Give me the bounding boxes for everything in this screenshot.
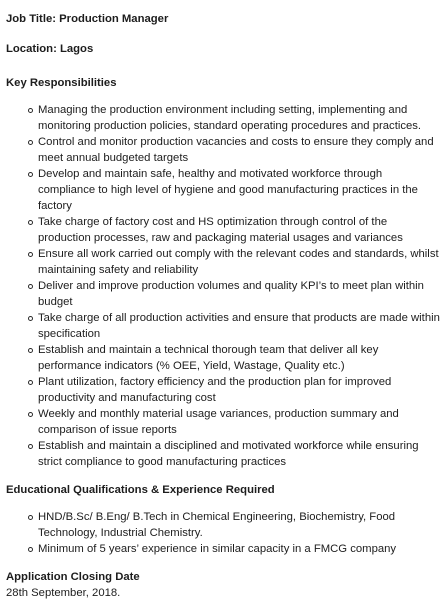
closing-date: 28th September, 2018. (6, 587, 121, 599)
list-item-text: Weekly and monthly material usage variances, production summary and (38, 408, 399, 420)
list-item-text: Technology, Industrial Chemistry. (38, 527, 203, 539)
qualifications-list (6, 509, 440, 557)
list-item-text: Establish and maintain a disciplined and motivated workforce while ensuring (38, 440, 419, 452)
list-item-text: compliance to high level of hygiene and good manufacturing practices in the (38, 184, 418, 196)
bullet-icon (28, 284, 33, 289)
location: Location: Lagos (6, 43, 94, 55)
list-item-text: productivity and manufacturing cost (38, 392, 216, 404)
list-item (6, 509, 440, 541)
list-item-text: budget (38, 296, 73, 308)
list-item-text: specification (38, 328, 101, 340)
list-item-text: meet annual budgeted targets (38, 152, 189, 164)
list-item-text: Take charge of all production activities and ensure that products are made within (38, 312, 440, 324)
bullet-icon (28, 444, 33, 449)
responsibilities-list (6, 102, 440, 470)
bullet-icon (28, 172, 33, 177)
list-item-text: comparison of issue reports (38, 424, 177, 436)
bullet-icon (28, 412, 33, 417)
bullet-icon (28, 220, 33, 225)
list-item-text: strict compliance to good manufacturing practices (38, 456, 287, 468)
list-item (6, 102, 440, 134)
bullet-icon (28, 316, 33, 321)
list-item-text: Managing the production environment including setting, implementing and (38, 104, 408, 116)
list-item-text: Deliver and improve production volumes and quality KPI’s to meet plan within (38, 280, 424, 292)
list-item-text: Ensure all work carried out comply with the relevant codes and standards, whilst (38, 248, 439, 260)
bullet-icon (28, 380, 33, 385)
list-item-text: monitoring production policies, standard operating procedures and practices. (38, 120, 422, 132)
list-item (6, 374, 440, 406)
list-item-text: factory (38, 200, 72, 212)
bullet-icon (28, 108, 33, 113)
list-item-text: maintaining safety and reliability (38, 264, 199, 276)
list-item-text: Minimum of 5 years’ experience in similar capacity in a FMCG company (38, 543, 397, 555)
bullet-icon (28, 140, 33, 145)
list-item (6, 278, 440, 310)
job-title: Job Title: Production Manager (6, 13, 169, 25)
list-item (6, 438, 440, 470)
list-item-text: production processes, raw and packaging material usages and variances (38, 232, 403, 244)
list-item-text: Plant utilization, factory efficiency and the production plan for improved (38, 376, 392, 388)
list-item (6, 310, 440, 342)
list-item-text: Control and monitor production vacancies and costs to ensure they comply and (38, 136, 434, 148)
list-item-text: HND/B.Sc/ B.Eng/ B.Tech in Chemical Engineering, Biochemistry, Food (38, 511, 396, 523)
list-item-text: Take charge of factory cost and HS optimization through control of the (38, 216, 388, 228)
responsibilities-heading: Key Responsibilities (6, 77, 117, 89)
bullet-icon (28, 348, 33, 353)
list-item-text: performance indicators (% OEE, Yield, Wastage, Quality etc.) (38, 360, 345, 372)
list-item (6, 541, 440, 557)
qualifications-heading: Educational Qualifications & Experience Required (6, 484, 275, 496)
list-item (6, 166, 440, 214)
list-item (6, 406, 440, 438)
bullet-icon (28, 547, 33, 552)
bullet-icon (28, 252, 33, 257)
bullet-icon (28, 515, 33, 520)
list-item (6, 246, 440, 278)
list-item (6, 214, 440, 246)
list-item-text: Establish and maintain a technical thorough team that deliver all key (38, 344, 379, 356)
list-item (6, 134, 440, 166)
closing-date-heading: Application Closing Date (6, 571, 140, 583)
list-item-text: Develop and maintain safe, healthy and motivated workforce through (38, 168, 383, 180)
list-item (6, 342, 440, 374)
